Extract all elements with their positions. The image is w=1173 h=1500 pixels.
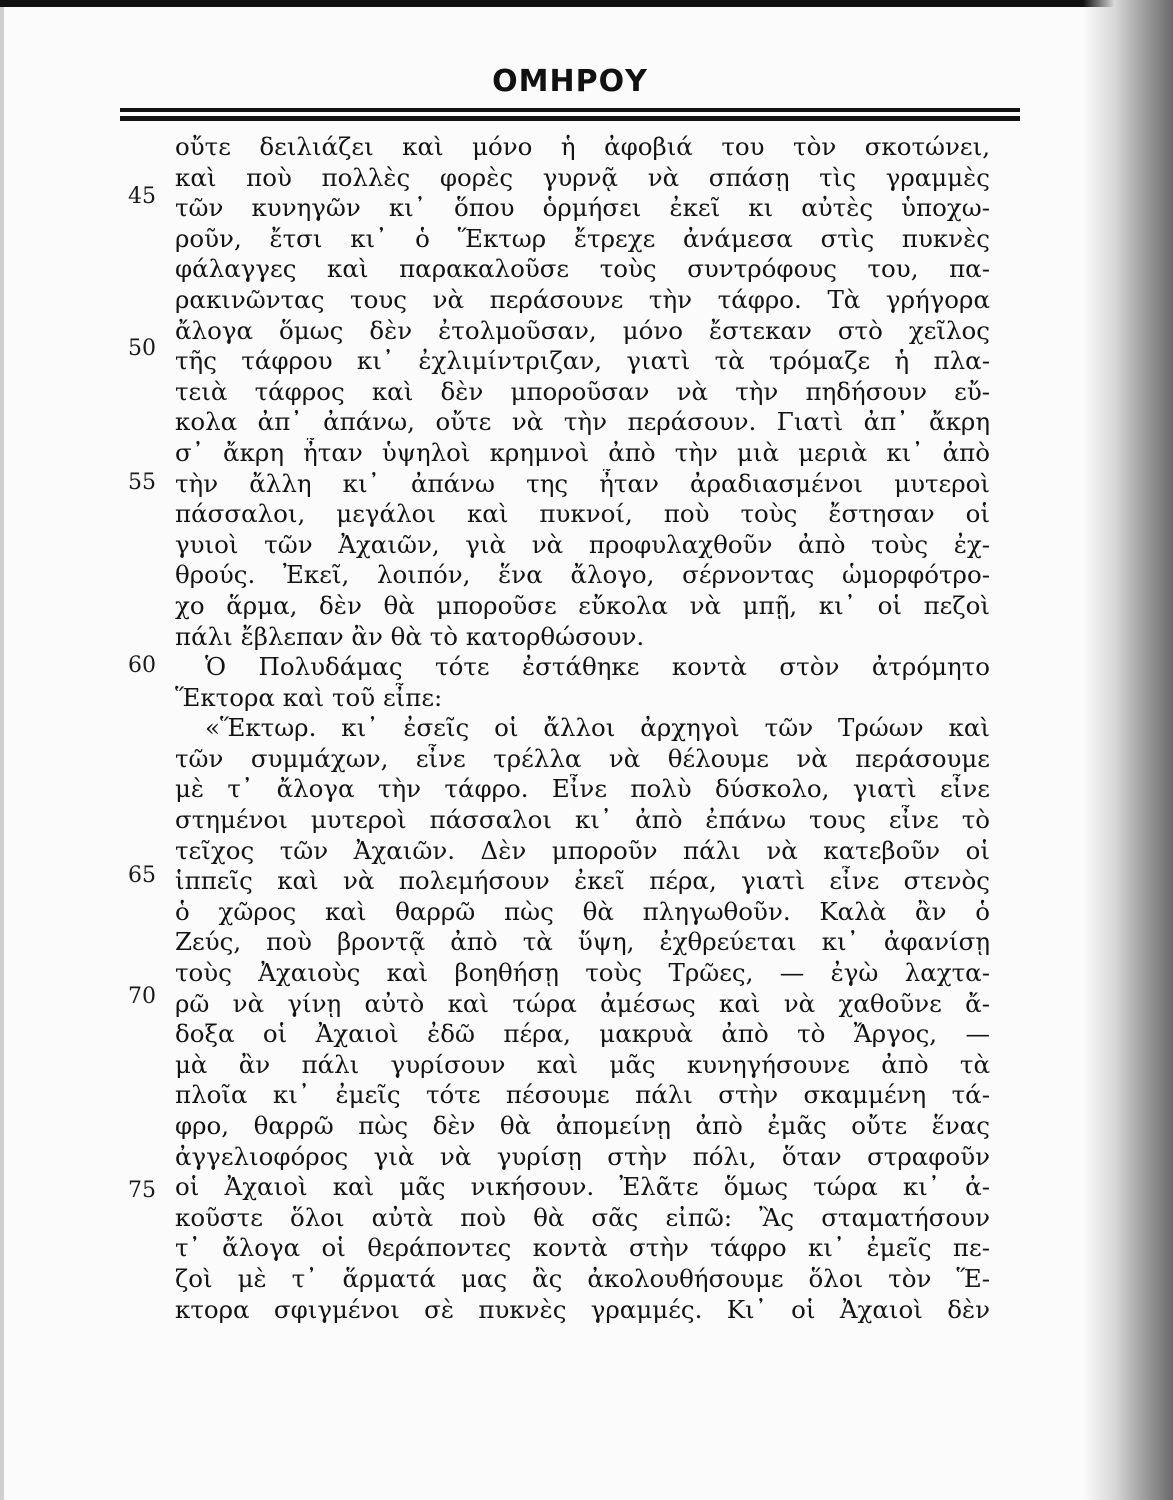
text-line: «Ἕκτωρ. κι᾽ ἐσεῖς οἱ ἄλλοι ἀρχηγοὶ τῶν Τρώων καὶ bbox=[205, 713, 990, 743]
page-gutter-shadow bbox=[1083, 0, 1173, 1500]
text-line: γυιοὶ τῶν Ἀχαιῶν, γιὰ νὰ προφυλαχθοῦν ἀπὸ τοὺς ἐχ- bbox=[175, 529, 990, 559]
text-line: σ᾽ ἄκρη ἦταν ὑψηλοὶ κρημνοὶ ἀπὸ τὴν μιὰ μεριὰ κι᾽ ἀπὸ bbox=[175, 437, 990, 467]
text-line: τεῖχος τῶν Ἀχαιῶν. Δὲν μποροῦν πάλι νὰ κατεβοῦν οἱ bbox=[175, 835, 990, 865]
line-number-45: 45 bbox=[128, 184, 156, 209]
text-line: φάλαγγες καὶ παρακαλοῦσε τοὺς συντρόφους του, πα- bbox=[175, 254, 990, 284]
text-line: πλοῖα κι᾽ ἐμεῖς τότε πέσουμε πάλι στὴν σκαμμένη τά- bbox=[175, 1080, 990, 1110]
text-line: τειὰ τάφρος καὶ δὲν μποροῦσαν νὰ τὴν πηδήσουν εὔ- bbox=[175, 376, 990, 406]
header-rule-thick bbox=[120, 116, 1020, 121]
text-line: στημένοι μυτεροὶ πάσσαλοι κι᾽ ἀπὸ ἐπάνω τους εἶνε τὸ bbox=[175, 805, 990, 835]
text-line: κτορα σφιγμένοι σὲ πυκνὲς γραμμές. Κι᾽ οἱ Ἀχαιοὶ δὲν bbox=[175, 1294, 990, 1324]
line-number-70: 70 bbox=[128, 984, 156, 1009]
text-line: δοξα οἱ Ἀχαιοὶ ἐδῶ πέρα, μακρυὰ ἀπὸ τὸ Ἄργος, — bbox=[175, 1019, 990, 1049]
text-line: τὴν ἄλλη κι᾽ ἀπάνω της ἦταν ἀραδιασμένοι μυτεροὶ bbox=[175, 468, 990, 498]
text-line: ἄλογα ὅμως δὲν ἐτολμοῦσαν, μόνο ἔστεκαν στὸ χεῖλος bbox=[175, 315, 990, 345]
text-line: ζοὶ μὲ τ᾽ ἅρματά μας ἂς ἀκολουθήσουμε ὅλοι τὸν Ἕ- bbox=[175, 1263, 990, 1293]
text-line: οἱ Ἀχαιοὶ καὶ μᾶς νικήσουν. Ἐλᾶτε ὅμως τώρα κι᾽ ἀ- bbox=[175, 1172, 990, 1202]
text-line: μὰ ἂν πάλι γυρίσουν καὶ μᾶς κυνηγήσουνε ἀπὸ τὰ bbox=[175, 1049, 990, 1079]
text-line: φρο, θαρρῶ πὼς δὲν θὰ ἀπομείνῃ ἀπὸ ἐμᾶς οὔτε ἕνας bbox=[175, 1111, 990, 1140]
text-line: τῆς τάφρου κι᾽ ἐχλιμίντριζαν, γιατὶ τὰ τρόμαζε ἡ πλα- bbox=[175, 346, 990, 376]
text-line: Ἕκτορα καὶ τοῦ εἶπε: bbox=[175, 682, 443, 712]
text-line: καὶ ποὺ πολλὲς φορὲς γυρνᾷ νὰ σπάσῃ τὶς γραμμὲς bbox=[175, 162, 990, 192]
text-line: τῶν κυνηγῶν κι᾽ ὅπου ὁρμήσει ἐκεῖ κι αὐτὲς ὑποχω- bbox=[175, 193, 990, 223]
text-line: θρούς. Ἐκεῖ, λοιπόν, ἕνα ἄλογο, σέρνοντας ὡμορφότρο- bbox=[175, 560, 990, 590]
text-line: ἀγγελιοφόρος γιὰ νὰ γυρίσῃ στὴν πόλι, ὅταν στραφοῦν bbox=[175, 1141, 990, 1171]
text-line: ροῦν, ἔτσι κι᾽ ὁ Ἕκτωρ ἔτρεχε ἀνάμεσα στὶς πυκνὲς bbox=[175, 223, 990, 253]
text-line: τῶν συμμάχων, εἶνε τρέλλα νὰ θέλουμε νὰ περάσουμε bbox=[175, 743, 990, 773]
text-line: κοῦστε ὅλοι αὐτὰ ποὺ θὰ σᾶς εἰπῶ: Ἂς σταματήσουν bbox=[175, 1202, 990, 1232]
line-number-75: 75 bbox=[128, 1178, 156, 1203]
text-line: τοὺς Ἀχαιοὺς καὶ βοηθήσῃ τοὺς Τρῶες, — ἐγὼ λαχτα- bbox=[175, 958, 990, 988]
line-number-65: 65 bbox=[128, 863, 156, 888]
text-line: πάσσαλοι, μεγάλοι καὶ πυκνοί, ποὺ τοὺς ἔστησαν οἱ bbox=[175, 499, 990, 529]
text-line: χο ἅρμα, δὲν θὰ μποροῦσε εὔκολα νὰ μπῇ, κι᾽ οἱ πεζοὶ bbox=[175, 590, 990, 620]
text-line: Ζεύς, ποὺ βροντᾷ ἀπὸ τὰ ὕψη, ἐχθρεύεται κι᾽ ἀφανίσῃ bbox=[175, 927, 990, 957]
text-line: ρῶ νὰ γίνῃ αὐτὸ καὶ τώρα ἀμέσως καὶ νὰ χαθοῦνε ἄ- bbox=[175, 988, 990, 1018]
text-line: ὁ χῶρος καὶ θαρρῶ πὼς θὰ πληγωθοῦν. Καλὰ ἂν ὁ bbox=[175, 896, 990, 926]
text-line: κολα ἀπ᾽ ἀπάνω, οὔτε νὰ τὴν περάσουν. Γιατὶ ἀπ᾽ ἄκρη bbox=[175, 407, 990, 437]
header-rule-thin bbox=[120, 108, 1020, 112]
body-text bbox=[175, 132, 990, 1325]
text-line: πάλι ἔβλεπαν ἂν θὰ τὸ κατορθώσουν. bbox=[175, 621, 645, 651]
line-number-55: 55 bbox=[128, 470, 156, 495]
text-line: ἱππεῖς καὶ νὰ πολεμήσουν ἐκεῖ πέρα, γιατὶ εἶνε στενὸς bbox=[175, 866, 990, 896]
text-line: ρακινῶντας τους νὰ περάσουνε τὴν τάφρο. Τὰ γρήγορα bbox=[175, 284, 990, 314]
text-line: μὲ τ᾽ ἄλογα τὴν τάφρο. Εἶνε πολὺ δύσκολο, γιατὶ εἶνε bbox=[175, 774, 990, 804]
text-line: Ὁ Πολυδάμας τότε ἐστάθηκε κοντὰ στὸν ἀτρόμητο bbox=[205, 652, 990, 682]
text-line: οὔτε δειλιάζει καὶ μόνο ἡ ἀφοβιά του τὸν σκοτώνει, bbox=[175, 132, 990, 161]
running-title: ΟΜΗΡΟΥ bbox=[492, 64, 648, 99]
line-number-50: 50 bbox=[128, 336, 156, 361]
line-number-60: 60 bbox=[128, 653, 156, 678]
text-line: τ᾽ ἄλογα οἱ θεράποντες κοντὰ στὴν τάφρο κι᾽ ἐμεῖς πε- bbox=[175, 1233, 990, 1263]
